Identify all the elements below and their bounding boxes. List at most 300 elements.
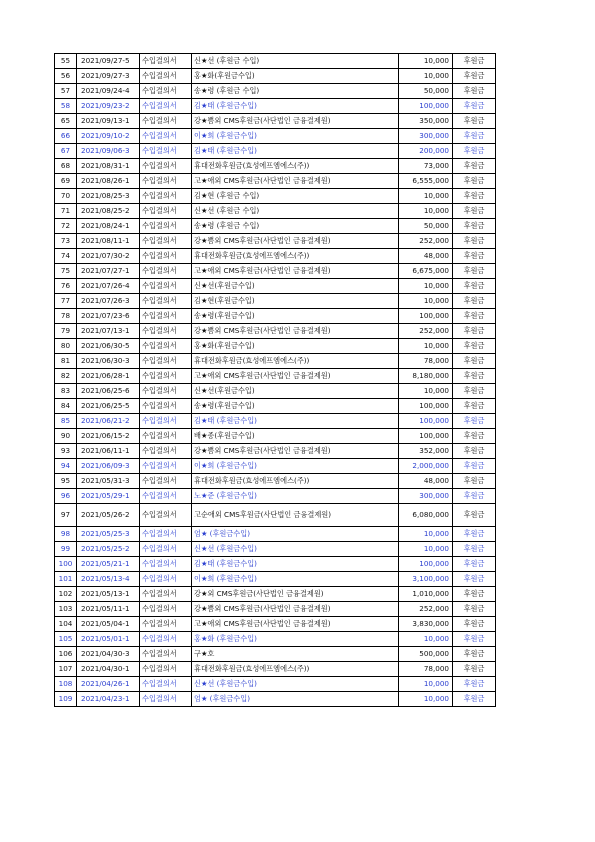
category-cell: 후원금 [453,279,496,294]
voucher-date-cell: 2021/09/10-2 [77,129,140,144]
voucher-date-cell: 2021/06/15-2 [77,429,140,444]
voucher-date-cell: 2021/05/01-1 [77,632,140,647]
category-cell: 후원금 [453,189,496,204]
document-type-cell: 수입결의서 [140,489,192,504]
document-type-cell: 수입결의서 [140,384,192,399]
description-cell: 홍★화(후원금수입) [192,339,399,354]
category-cell: 후원금 [453,99,496,114]
amount-cell: 10,000 [399,384,453,399]
table-row [55,369,496,384]
category-cell: 후원금 [453,69,496,84]
description-cell: 송★령 (후원금 수입) [192,84,399,99]
table-row [55,692,496,707]
description-cell: 휴대전화후원금(효성에프엠에스(주)) [192,159,399,174]
description-cell: 휴대전화후원금(효성에프엠에스(주)) [192,249,399,264]
document-type-cell: 수입결의서 [140,294,192,309]
row-number-cell: 57 [55,84,77,99]
description-cell: 김★현 (후원금 수입) [192,189,399,204]
voucher-date-cell: 2021/08/26-1 [77,174,140,189]
row-number-cell: 100 [55,557,77,572]
voucher-date-cell: 2021/05/21-1 [77,557,140,572]
table-row [55,354,496,369]
category-cell: 후원금 [453,84,496,99]
row-number-cell: 74 [55,249,77,264]
table-row [55,69,496,84]
row-number-cell: 56 [55,69,77,84]
row-number-cell: 94 [55,459,77,474]
row-number-cell: 76 [55,279,77,294]
row-number-cell: 69 [55,174,77,189]
table-row [55,429,496,444]
table-row [55,602,496,617]
row-number-cell: 104 [55,617,77,632]
amount-cell: 50,000 [399,219,453,234]
document-type-cell: 수입결의서 [140,324,192,339]
table-row [55,84,496,99]
table-row [55,504,496,527]
voucher-date-cell: 2021/05/31-3 [77,474,140,489]
document-type-cell: 수입결의서 [140,474,192,489]
row-number-cell: 81 [55,354,77,369]
amount-cell: 100,000 [399,99,453,114]
table-row [55,414,496,429]
table-row [55,572,496,587]
table-row [55,114,496,129]
amount-cell: 6,080,000 [399,504,453,527]
amount-cell: 252,000 [399,324,453,339]
document-type-cell: 수입결의서 [140,459,192,474]
row-number-cell: 95 [55,474,77,489]
description-cell: 엄★ (후원금수입) [192,692,399,707]
document-type-cell: 수입결의서 [140,54,192,69]
category-cell: 후원금 [453,234,496,249]
table-row [55,234,496,249]
category-cell: 후원금 [453,414,496,429]
document-type-cell: 수입결의서 [140,527,192,542]
amount-cell: 73,000 [399,159,453,174]
voucher-date-cell: 2021/06/25-6 [77,384,140,399]
description-cell: 고★애외 CMS후원금(사단법인 금융결제원) [192,264,399,279]
row-number-cell: 68 [55,159,77,174]
table-row [55,384,496,399]
ledger-body [55,54,496,707]
voucher-date-cell: 2021/05/13-1 [77,587,140,602]
category-cell: 후원금 [453,219,496,234]
amount-cell: 10,000 [399,54,453,69]
voucher-date-cell: 2021/04/23-1 [77,692,140,707]
amount-cell: 100,000 [399,557,453,572]
amount-cell: 10,000 [399,189,453,204]
amount-cell: 252,000 [399,234,453,249]
document-type-cell: 수입결의서 [140,429,192,444]
document-type-cell: 수입결의서 [140,369,192,384]
amount-cell: 10,000 [399,527,453,542]
row-number-cell: 66 [55,129,77,144]
amount-cell: 6,555,000 [399,174,453,189]
category-cell: 후원금 [453,114,496,129]
amount-cell: 10,000 [399,677,453,692]
table-row [55,444,496,459]
category-cell: 후원금 [453,602,496,617]
amount-cell: 350,000 [399,114,453,129]
table-row [55,324,496,339]
voucher-date-cell: 2021/06/28-1 [77,369,140,384]
amount-cell: 10,000 [399,339,453,354]
table-row [55,662,496,677]
amount-cell: 500,000 [399,647,453,662]
category-cell: 후원금 [453,647,496,662]
table-row [55,617,496,632]
category-cell: 후원금 [453,174,496,189]
category-cell: 후원금 [453,632,496,647]
category-cell: 후원금 [453,264,496,279]
document-type-cell: 수입결의서 [140,677,192,692]
row-number-cell: 70 [55,189,77,204]
table-row [55,339,496,354]
table-row [55,204,496,219]
category-cell: 후원금 [453,204,496,219]
category-cell: 후원금 [453,144,496,159]
amount-cell: 10,000 [399,692,453,707]
document-type-cell: 수입결의서 [140,204,192,219]
category-cell: 후원금 [453,399,496,414]
document-type-cell: 수입결의서 [140,617,192,632]
row-number-cell: 71 [55,204,77,219]
category-cell: 후원금 [453,294,496,309]
amount-cell: 100,000 [399,414,453,429]
document-type-cell: 수입결의서 [140,572,192,587]
document-type-cell: 수입결의서 [140,69,192,84]
table-row [55,677,496,692]
table-row [55,264,496,279]
description-cell: 신★선(후원금수입) [192,384,399,399]
description-cell: 휴대전화후원금(효성에프엠에스(주)) [192,474,399,489]
voucher-date-cell: 2021/09/24-4 [77,84,140,99]
description-cell: 김★태 (후원금수입) [192,557,399,572]
description-cell: 구★호 [192,647,399,662]
row-number-cell: 97 [55,504,77,527]
category-cell: 후원금 [453,474,496,489]
description-cell: 강★외 CMS후원금(사단법인 금융결제원) [192,587,399,602]
row-number-cell: 101 [55,572,77,587]
amount-cell: 352,000 [399,444,453,459]
document-type-cell: 수입결의서 [140,234,192,249]
description-cell: 김★태 (후원금수입) [192,144,399,159]
amount-cell: 200,000 [399,144,453,159]
category-cell: 후원금 [453,384,496,399]
document-type-cell: 수입결의서 [140,279,192,294]
voucher-date-cell: 2021/09/06-3 [77,144,140,159]
voucher-date-cell: 2021/09/13-1 [77,114,140,129]
row-number-cell: 107 [55,662,77,677]
row-number-cell: 90 [55,429,77,444]
document-type-cell: 수입결의서 [140,309,192,324]
amount-cell: 48,000 [399,474,453,489]
table-row [55,54,496,69]
description-cell: 송★령(후원금수입) [192,399,399,414]
row-number-cell: 108 [55,677,77,692]
row-number-cell: 84 [55,399,77,414]
category-cell: 후원금 [453,444,496,459]
description-cell: 강★쁨외 CMS후원금(사단법인 금융결제원) [192,444,399,459]
document-type-cell: 수입결의서 [140,354,192,369]
voucher-date-cell: 2021/05/29-1 [77,489,140,504]
row-number-cell: 99 [55,542,77,557]
amount-cell: 78,000 [399,354,453,369]
document-type-cell: 수입결의서 [140,114,192,129]
voucher-date-cell: 2021/05/25-3 [77,527,140,542]
amount-cell: 8,180,000 [399,369,453,384]
category-cell: 후원금 [453,159,496,174]
voucher-date-cell: 2021/08/11-1 [77,234,140,249]
description-cell: 노★준 (후원금수입) [192,489,399,504]
row-number-cell: 103 [55,602,77,617]
amount-cell: 100,000 [399,309,453,324]
voucher-date-cell: 2021/06/09-3 [77,459,140,474]
table-row [55,489,496,504]
category-cell: 후원금 [453,692,496,707]
document-type-cell: 수입결의서 [140,84,192,99]
table-row [55,399,496,414]
row-number-cell: 96 [55,489,77,504]
document-type-cell: 수입결의서 [140,219,192,234]
description-cell: 신★선 (후원금 수입) [192,204,399,219]
amount-cell: 50,000 [399,84,453,99]
row-number-cell: 75 [55,264,77,279]
category-cell: 후원금 [453,489,496,504]
document-type-cell: 수입결의서 [140,174,192,189]
amount-cell: 10,000 [399,632,453,647]
category-cell: 후원금 [453,339,496,354]
description-cell: 김★태 (후원금수입) [192,99,399,114]
document-type-cell: 수입결의서 [140,189,192,204]
document-type-cell: 수입결의서 [140,504,192,527]
row-number-cell: 105 [55,632,77,647]
category-cell: 후원금 [453,617,496,632]
voucher-date-cell: 2021/06/11-1 [77,444,140,459]
voucher-date-cell: 2021/08/31-1 [77,159,140,174]
amount-cell: 10,000 [399,69,453,84]
table-row [55,174,496,189]
voucher-date-cell: 2021/06/21-2 [77,414,140,429]
voucher-date-cell: 2021/05/25-2 [77,542,140,557]
description-cell: 신★선(후원금수입) [192,279,399,294]
description-cell: 신★선 (후원금수입) [192,677,399,692]
category-cell: 후원금 [453,249,496,264]
amount-cell: 300,000 [399,489,453,504]
row-number-cell: 65 [55,114,77,129]
document-type-cell: 수입결의서 [140,414,192,429]
description-cell: 홍★화(후원금수입) [192,69,399,84]
table-row [55,279,496,294]
category-cell: 후원금 [453,527,496,542]
voucher-date-cell: 2021/06/30-5 [77,339,140,354]
category-cell: 후원금 [453,557,496,572]
document-type-cell: 수입결의서 [140,399,192,414]
description-cell: 고★애외 CMS후원금(사단법인 금융결제원) [192,174,399,189]
category-cell: 후원금 [453,677,496,692]
amount-cell: 10,000 [399,279,453,294]
row-number-cell: 58 [55,99,77,114]
table-row [55,542,496,557]
document-type-cell: 수입결의서 [140,129,192,144]
voucher-date-cell: 2021/07/26-4 [77,279,140,294]
description-cell: 김★태 (후원금수입) [192,414,399,429]
amount-cell: 10,000 [399,294,453,309]
voucher-date-cell: 2021/07/27-1 [77,264,140,279]
row-number-cell: 83 [55,384,77,399]
voucher-date-cell: 2021/07/23-6 [77,309,140,324]
description-cell: 신★선 (후원금 수입) [192,54,399,69]
table-row [55,294,496,309]
category-cell: 후원금 [453,504,496,527]
row-number-cell: 102 [55,587,77,602]
voucher-date-cell: 2021/09/27-5 [77,54,140,69]
document-type-cell: 수입결의서 [140,602,192,617]
row-number-cell: 82 [55,369,77,384]
description-cell: 고순애외 CMS후원금(사단법인 금융결제원) [192,504,399,527]
table-row [55,249,496,264]
row-number-cell: 80 [55,339,77,354]
document-type-cell: 수입결의서 [140,339,192,354]
category-cell: 후원금 [453,587,496,602]
voucher-date-cell: 2021/04/26-1 [77,677,140,692]
amount-cell: 252,000 [399,602,453,617]
description-cell: 강★쁨외 CMS후원금(사단법인 금융결제원) [192,602,399,617]
document-type-cell: 수입결의서 [140,264,192,279]
voucher-date-cell: 2021/09/27-3 [77,69,140,84]
description-cell: 고★애외 CMS후원금(사단법인 금융결제원) [192,617,399,632]
category-cell: 후원금 [453,429,496,444]
voucher-date-cell: 2021/06/25-5 [77,399,140,414]
description-cell: 휴대전화후원금(효성에프엠에스(주)) [192,662,399,677]
voucher-date-cell: 2021/06/30-3 [77,354,140,369]
row-number-cell: 72 [55,219,77,234]
category-cell: 후원금 [453,354,496,369]
row-number-cell: 78 [55,309,77,324]
table-row [55,99,496,114]
table-row [55,647,496,662]
document-type-cell: 수입결의서 [140,647,192,662]
category-cell: 후원금 [453,572,496,587]
row-number-cell: 98 [55,527,77,542]
table-row [55,474,496,489]
document-type-cell: 수입결의서 [140,662,192,677]
description-cell: 김★현(후원금수입) [192,294,399,309]
amount-cell: 2,000,000 [399,459,453,474]
row-number-cell: 55 [55,54,77,69]
amount-cell: 3,830,000 [399,617,453,632]
row-number-cell: 67 [55,144,77,159]
row-number-cell: 109 [55,692,77,707]
description-cell: 강★쁨외 CMS후원금(사단법인 금융결제원) [192,114,399,129]
document-type-cell: 수입결의서 [140,159,192,174]
document-type-cell: 수입결의서 [140,632,192,647]
description-cell: 이★희 (후원금수입) [192,572,399,587]
amount-cell: 100,000 [399,399,453,414]
document-type-cell: 수입결의서 [140,249,192,264]
category-cell: 후원금 [453,324,496,339]
document-type-cell: 수입결의서 [140,587,192,602]
row-number-cell: 106 [55,647,77,662]
voucher-date-cell: 2021/08/24-1 [77,219,140,234]
table-row [55,129,496,144]
table-row [55,557,496,572]
table-row [55,527,496,542]
table-row [55,459,496,474]
table-row [55,632,496,647]
amount-cell: 1,010,000 [399,587,453,602]
description-cell: 이★희 (후원금수입) [192,129,399,144]
document-type-cell: 수입결의서 [140,444,192,459]
table-row [55,144,496,159]
voucher-date-cell: 2021/04/30-3 [77,647,140,662]
category-cell: 후원금 [453,54,496,69]
row-number-cell: 79 [55,324,77,339]
row-number-cell: 77 [55,294,77,309]
document-type-cell: 수입결의서 [140,692,192,707]
document-type-cell: 수입결의서 [140,542,192,557]
amount-cell: 48,000 [399,249,453,264]
description-cell: 엄★ (후원금수입) [192,527,399,542]
category-cell: 후원금 [453,369,496,384]
description-cell: 송★령 (후원금 수입) [192,219,399,234]
amount-cell: 10,000 [399,204,453,219]
category-cell: 후원금 [453,662,496,677]
document-type-cell: 수입결의서 [140,557,192,572]
category-cell: 후원금 [453,459,496,474]
voucher-date-cell: 2021/07/26-3 [77,294,140,309]
table-row [55,189,496,204]
description-cell: 배★종(후원금수입) [192,429,399,444]
row-number-cell: 85 [55,414,77,429]
row-number-cell: 93 [55,444,77,459]
table-row [55,219,496,234]
voucher-date-cell: 2021/05/13-4 [77,572,140,587]
category-cell: 후원금 [453,542,496,557]
table-row [55,587,496,602]
description-cell: 홍★화 (후원금수입) [192,632,399,647]
description-cell: 고★애외 CMS후원금(사단법인 금융결제원) [192,369,399,384]
amount-cell: 3,100,000 [399,572,453,587]
description-cell: 송★령(후원금수입) [192,309,399,324]
income-ledger-table [54,53,496,707]
amount-cell: 300,000 [399,129,453,144]
description-cell: 신★선 (후원금수입) [192,542,399,557]
amount-cell: 78,000 [399,662,453,677]
category-cell: 후원금 [453,309,496,324]
description-cell: 강★쁨외 CMS후원금(사단법인 금융결제원) [192,234,399,249]
description-cell: 강★쁨외 CMS후원금(사단법인 금융결제원) [192,324,399,339]
description-cell: 이★희 (후원금수입) [192,459,399,474]
category-cell: 후원금 [453,129,496,144]
amount-cell: 6,675,000 [399,264,453,279]
voucher-date-cell: 2021/09/23-2 [77,99,140,114]
voucher-date-cell: 2021/08/25-3 [77,189,140,204]
description-cell: 휴대전화후원금(효성에프엠에스(주)) [192,354,399,369]
amount-cell: 100,000 [399,429,453,444]
document-type-cell: 수입결의서 [140,99,192,114]
voucher-date-cell: 2021/05/26-2 [77,504,140,527]
document-type-cell: 수입결의서 [140,144,192,159]
voucher-date-cell: 2021/07/13-1 [77,324,140,339]
voucher-date-cell: 2021/05/04-1 [77,617,140,632]
voucher-date-cell: 2021/05/11-1 [77,602,140,617]
amount-cell: 10,000 [399,542,453,557]
table-row [55,159,496,174]
row-number-cell: 73 [55,234,77,249]
voucher-date-cell: 2021/04/30-1 [77,662,140,677]
